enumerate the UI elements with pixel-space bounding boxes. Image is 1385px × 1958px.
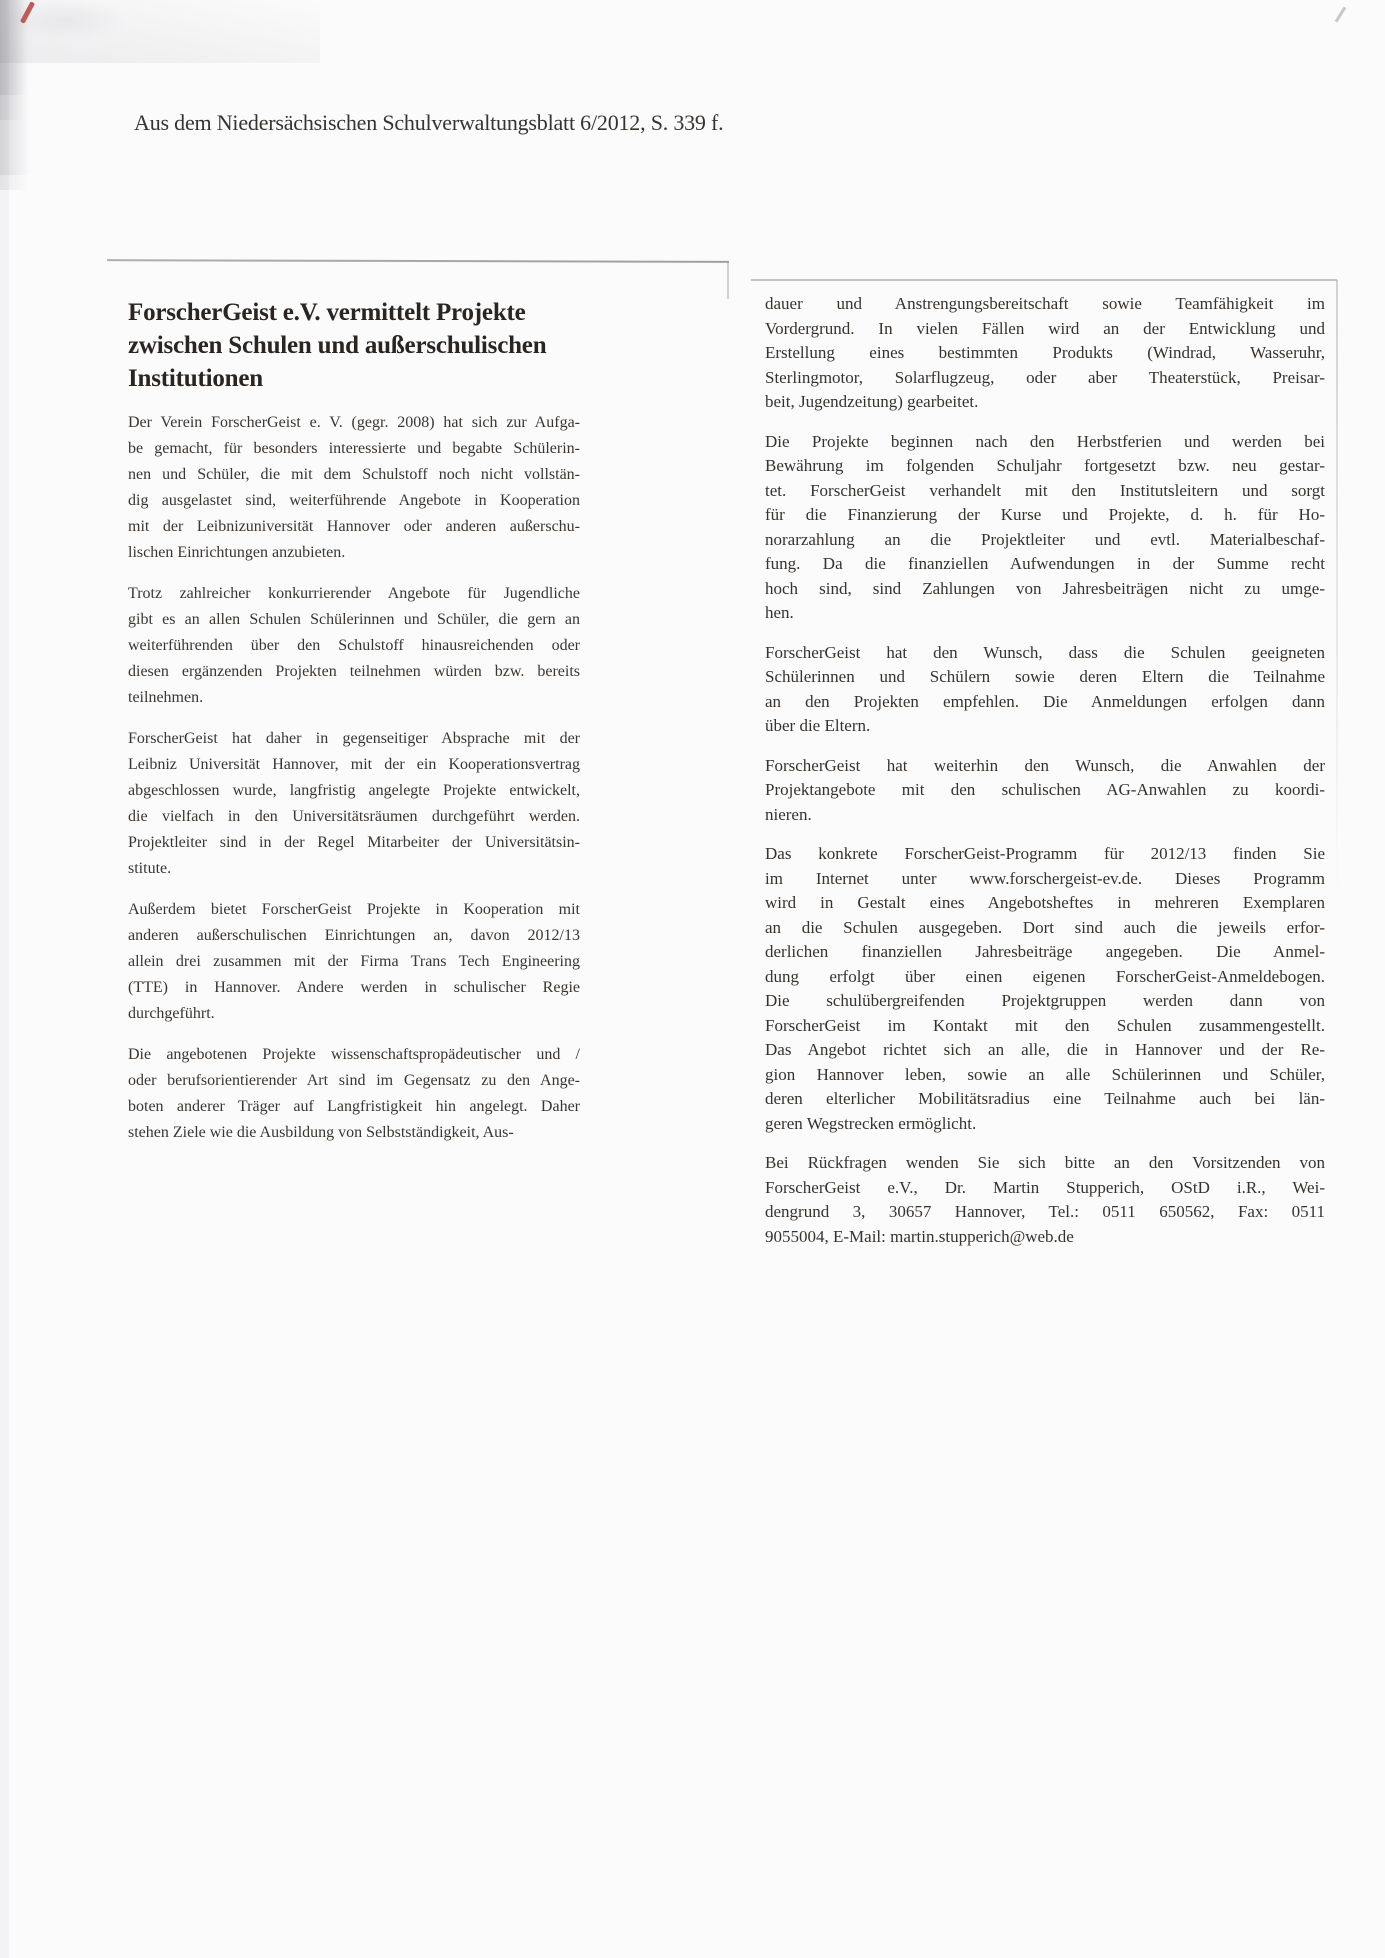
text-line: Projektleiter sind in der Regel Mitarbeiter der Universitätsin-	[128, 834, 580, 851]
paragraph-right-2	[765, 430, 1325, 626]
text-line: Trotz zahlreicher konkurrierender Angebote für Jugendliche	[128, 585, 580, 602]
text-line: ForscherGeist hat weiterhin den Wunsch, die Anwahlen der	[765, 755, 1325, 775]
text-line: 9055004, E-Mail: martin.stupperich@web.de	[765, 1226, 1074, 1246]
text-line: Das Angebot richtet sich an alle, die in Hannover und der Re-	[765, 1040, 1325, 1059]
text-line: Leibniz Universität Hannover, mit der ein Kooperationsvertrag	[128, 756, 580, 773]
text-line: nen und Schüler, die mit dem Schulstoff noch nicht vollstän-	[128, 466, 580, 483]
red-pen-mark	[20, 1, 35, 24]
text-line: ForscherGeist im Kontakt mit den Schulen zusammengestellt.	[765, 1015, 1325, 1035]
scan-smudge	[0, 0, 320, 63]
text-line: lischen Einrichtungen anzubieten.	[128, 544, 346, 561]
text-line: abgeschlossen wurde, langfristig angelegte Projekte entwickelt,	[128, 782, 580, 799]
clipping-edge-left-top	[107, 259, 729, 263]
article-right-column	[765, 292, 1325, 1264]
paragraph-left-2	[128, 581, 580, 711]
text-line: teilnehmen.	[128, 689, 204, 706]
text-line: nieren.	[765, 804, 812, 824]
text-line: allein drei zusammen mit der Firma Trans Tech Engineering	[128, 953, 580, 970]
text-line: (TTE) in Hannover. Andere werden in schulischer Regie	[128, 979, 580, 996]
text-line: Die angebotenen Projekte wissenschaftspropädeutischer und /	[128, 1046, 580, 1063]
text-line: anderen außerschulischen Einrichtungen an, davon 2012/13	[128, 927, 580, 944]
text-line: Die schulübergreifenden Projektgruppen werden dann von	[765, 991, 1325, 1010]
text-line: Außerdem bietet ForscherGeist Projekte in Kooperation mit	[128, 901, 580, 918]
text-line: für die Finanzierung der Kurse und Projekte, d. h. für Ho-	[765, 505, 1325, 524]
text-line: ForscherGeist e.V., Dr. Martin Stupperich, OStD i.R., Wei-	[765, 1177, 1325, 1197]
paragraph-right-5	[765, 842, 1325, 1136]
text-line: weiterführenden über den Schulstoff hinausreichenden oder	[128, 637, 580, 654]
text-line: wird in Gestalt eines Angebotsheftes in mehreren Exemplaren	[765, 893, 1325, 912]
paragraph-left-1	[128, 410, 580, 566]
text-line: deren elterlicher Mobilitätsradius eine Teilnahme auch bei län-	[765, 1089, 1325, 1108]
text-line: boten anderer Träger auf Langfristigkeit hin angelegt. Daher	[128, 1098, 580, 1115]
text-line: an die Schulen ausgegeben. Dort sind auch die jeweils erfor-	[765, 917, 1325, 937]
text-line: durchgeführt.	[128, 1005, 215, 1022]
text-line: tet. ForscherGeist verhandelt mit den Institutsleitern und sorgt	[765, 480, 1325, 500]
text-line: Der Verein ForscherGeist e. V. (gegr. 2008) hat sich zur Aufga-	[128, 414, 580, 431]
text-line: Vordergrund. In vielen Fällen wird an der Entwicklung und	[765, 318, 1325, 338]
text-line: derlichen finanziellen Jahresbeiträge angegeben. Die Anmel-	[765, 942, 1325, 961]
text-line: mit der Leibnizuniversität Hannover oder anderen außerschu-	[128, 518, 580, 535]
article-title	[128, 296, 580, 395]
text-line: norarzahlung an die Projektleiter und evtl. Materialbeschaf-	[765, 529, 1325, 549]
source-citation-line: Aus dem Niedersächsischen Schulverwaltungsblatt 6/2012, S. 339 f.	[134, 110, 724, 135]
text-line: Erstellung eines bestimmten Produkts (Windrad, Wasseruhr,	[765, 343, 1325, 362]
text-line: hen.	[765, 603, 794, 622]
text-line: Die Projekte beginnen nach den Herbstferien und werden bei	[765, 431, 1325, 451]
text-line: Das konkrete ForscherGeist-Programm für 2012/13 finden Sie	[765, 844, 1325, 863]
paragraph-right-3	[765, 641, 1325, 739]
clipping-edge-right-side	[1336, 280, 1338, 900]
text-line: dung erfolgt über einen eigenen ForscherGeist-Anmeldebogen.	[765, 966, 1325, 986]
text-line: Sterlingmotor, Solarflugzeug, oder aber Theaterstück, Preisar-	[765, 367, 1325, 387]
text-line: ForscherGeist e.V. vermittelt Projekte	[128, 299, 526, 326]
scanner-edge-shade	[0, 0, 9, 1958]
text-line: dengrund 3, 30657 Hannover, Tel.: 0511 650562, Fax: 0511	[765, 1202, 1325, 1221]
article-left-column	[128, 296, 580, 1161]
paragraph-left-5	[128, 1042, 580, 1146]
text-line: Bewährung im folgenden Schuljahr fortgesetzt bzw. neu gestar-	[765, 456, 1325, 475]
text-line: dauer und Anstrengungsbereitschaft sowie Teamfähigkeit im	[765, 294, 1325, 313]
text-line: die vielfach in den Universitätsräumen durchgeführt werden.	[128, 808, 580, 825]
text-line: stehen Ziele wie die Ausbildung von Selbstständigkeit, Aus-	[128, 1124, 514, 1141]
text-line: fung. Da die finanziellen Aufwendungen in der Summe recht	[765, 554, 1325, 573]
text-line: gibt es an allen Schulen Schülerinnen und Schüler, die gern an	[128, 611, 580, 628]
text-line: stitute.	[128, 860, 172, 877]
paragraph-right-6	[765, 1151, 1325, 1249]
text-line: geren Wegstrecken ermöglicht.	[765, 1113, 977, 1133]
clipping-edge-right-top	[751, 279, 1337, 281]
text-line: be gemacht, für besonders interessierte und begabte Schülerin-	[128, 440, 580, 457]
text-line: oder berufsorientierender Art sind im Gegensatz zu den Ange-	[128, 1072, 580, 1089]
text-line: Institutionen	[128, 365, 263, 392]
pencil-tick-mark	[1335, 6, 1347, 22]
text-line: ForscherGeist hat daher in gegenseitiger Absprache mit der	[128, 730, 580, 747]
text-line: Schülerinnen und Schülern sowie deren Eltern die Teilnahme	[765, 667, 1325, 686]
paragraph-right-4	[765, 754, 1325, 828]
text-line: ForscherGeist hat den Wunsch, dass die Schulen geeigneten	[765, 642, 1325, 662]
text-line: an den Projekten empfehlen. Die Anmeldungen erfolgen dann	[765, 691, 1325, 711]
text-line: Projektangebote mit den schulischen AG-Anwahlen zu koordi-	[765, 780, 1325, 799]
text-line: gion Hannover leben, sowie an alle Schülerinnen und Schüler,	[765, 1064, 1325, 1084]
clipping-edge-left-corner	[727, 261, 729, 299]
paragraph-left-3	[128, 726, 580, 882]
paragraph-right-1	[765, 292, 1325, 415]
text-line: im Internet unter www.forschergeist-ev.de. Dieses Programm	[765, 868, 1325, 888]
text-line: dig ausgelastet sind, weiterführende Angebote in Kooperation	[128, 492, 580, 509]
text-line: über die Eltern.	[765, 716, 871, 735]
text-line: hoch sind, sind Zahlungen von Jahresbeiträgen nicht zu umge-	[765, 578, 1325, 598]
paragraph-left-4	[128, 897, 580, 1027]
text-line: Bei Rückfragen wenden Sie sich bitte an den Vorsitzenden von	[765, 1153, 1325, 1172]
text-line: beit, Jugendzeitung) gearbeitet.	[765, 392, 979, 411]
text-line: zwischen Schulen und außerschulischen	[128, 332, 547, 359]
text-line: diesen ergänzenden Projekten teilnehmen würden bzw. bereits	[128, 663, 580, 680]
